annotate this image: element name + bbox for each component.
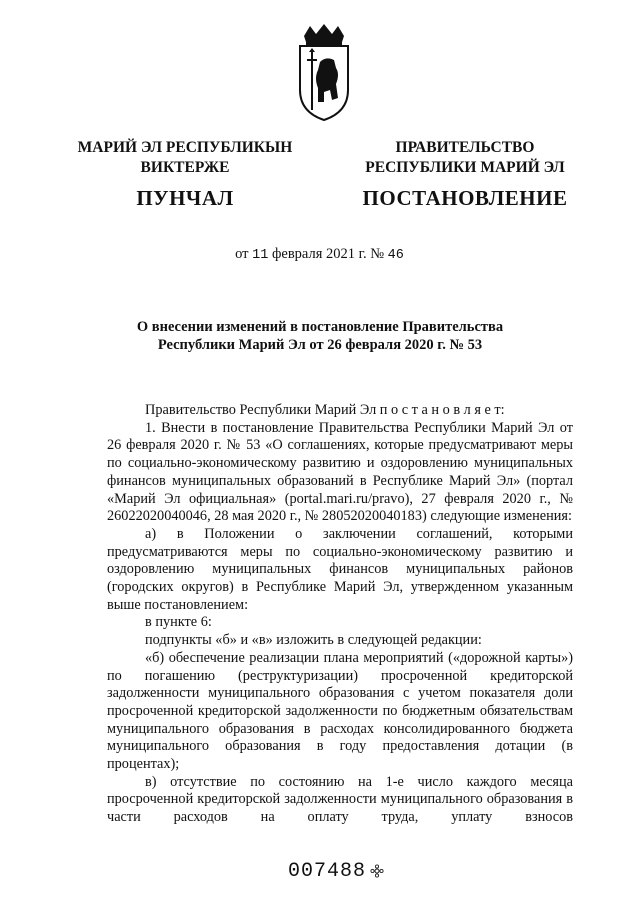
header-left-doc-type: ПУНЧАЛ — [136, 186, 234, 210]
title-line1: О внесении изменений в постановление Правительства — [136, 319, 504, 335]
title-line2: Республики Марий Эл от 26 февраля 2020 г. № 53 — [157, 337, 483, 353]
date-prefix: от — [235, 246, 249, 262]
document-number: 46 — [387, 248, 404, 263]
document-date-line — [0, 246, 639, 263]
body-paragraph: а) в Положении о заключении соглашений, которыми предусматриваются меры по социально-экономическому развитию и оздоровлению муниципальных финансов муниципальных районов (городских округов) в Республике Марий Эл, утвержденном указанным выше постановлением: — [107, 525, 573, 613]
header-russian — [340, 138, 590, 208]
body-paragraph: в пункте 6: — [145, 614, 212, 631]
body-paragraph: в) отсутствие по состоянию на 1-е число каждого месяца просроченной кредиторской задолженности муниципального образования в части расходов на оплату труда, уплату взносов — [107, 773, 573, 826]
body-paragraph: «б) обеспечение реализации плана мероприятий («дорожной карты») по погашению (реструктуризации) просроченной кредиторской задолженности муниципального образования с учетом показателя доли просроченной кредиторской задолженности по бюджетным обязательствам муниципального образования в расходах консолидированного бюджета муниципального образования в году предоставления дотации (в процентах); — [107, 649, 573, 773]
body-paragraph: подпункты «б» и «в» изложить в следующей редакции: — [145, 632, 482, 649]
header-right-doc-type: ПОСТАНОВЛЕНИЕ — [362, 186, 568, 210]
header-right-line2: РЕСПУБЛИКИ МАРИЙ ЭЛ — [365, 159, 565, 176]
document-title — [110, 318, 530, 354]
serial-stamp-number: 007488 — [288, 860, 367, 883]
coat-of-arms-icon — [296, 22, 352, 122]
body-paragraph: 1. Внести в постановление Правительства Республики Марий Эл от 26 февраля 2020 г. № 53 «О соглашениях, которые предусматривают меры по социально-экономическому развитию и оздоровлению муниципальных финансов муниципальных образований в Республике Марий Эл» (портал «Марий Эл официальная» (portal.mari.ru/pravo), 27 февраля 2020 г., № 26022020040046, 28 мая 2020 г., № 28052020040183) следующие изменения: — [107, 419, 573, 525]
body-paragraph: Правительство Республики Марий Эл п о с т а н о в л я е т: — [145, 402, 505, 418]
header-left-line1: МАРИЙ ЭЛ РЕСПУБЛИКЫН — [77, 139, 293, 156]
flower-stamp-icon — [370, 864, 384, 878]
header-right-line1: ПРАВИТЕЛЬСТВО — [395, 139, 535, 156]
date-day: 11 — [252, 248, 269, 263]
document-body — [107, 402, 573, 827]
header-left-line2: ВИКТЕРЖЕ — [140, 159, 230, 176]
header-marii — [70, 138, 300, 208]
date-rest: февраля 2021 г. № — [271, 246, 385, 262]
